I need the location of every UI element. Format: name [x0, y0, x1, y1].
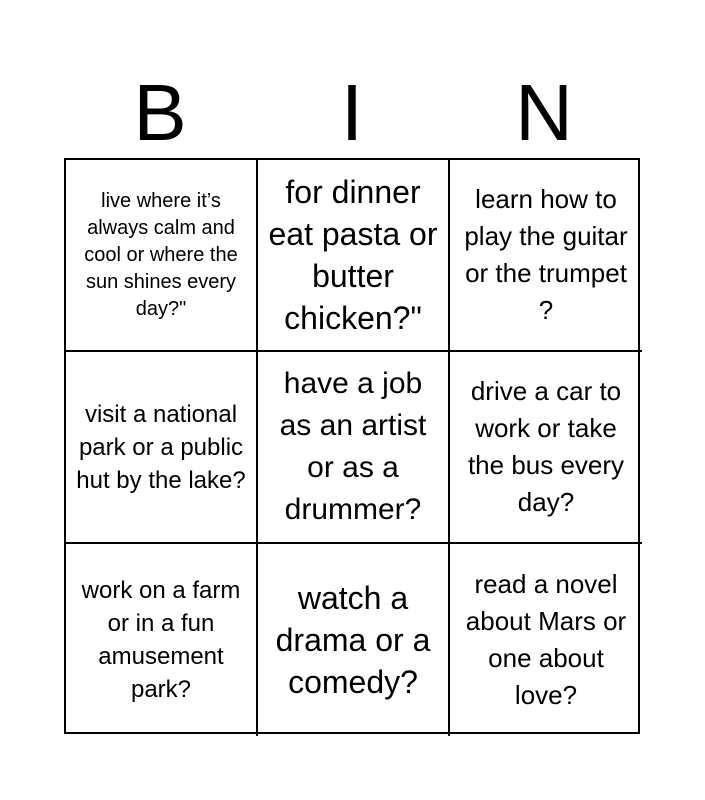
bingo-cell-text: drive a car to work or take the bus every day? [467, 376, 625, 517]
bingo-cell-text: have a job as an artist or as a drummer? [279, 367, 427, 526]
bingo-cell[interactable] [258, 352, 450, 544]
bingo-header [64, 68, 640, 158]
bingo-cell-text: visit a national park or a public hut by the lake? [76, 400, 246, 494]
bingo-cell-text: for dinner eat pasta or butter chicken?" [268, 174, 438, 336]
bingo-cell[interactable] [258, 160, 450, 352]
header-letter-b: B [133, 68, 187, 157]
bingo-cell-text: work on a farm or in a fun amusement park? [81, 577, 241, 703]
bingo-cell[interactable] [258, 544, 450, 736]
bingo-cell-text: read a novel about Mars or one about love? [465, 569, 627, 710]
bingo-cell[interactable] [66, 352, 258, 544]
bingo-cell[interactable] [66, 544, 258, 736]
bingo-cell-text: watch a drama or a comedy? [275, 580, 431, 700]
header-letter-n: N [515, 68, 573, 157]
bingo-cell-text: learn how to play the guitar or the trumpet ? [464, 184, 628, 325]
bingo-cell[interactable] [66, 160, 258, 352]
bingo-card [64, 158, 640, 734]
bingo-cell[interactable] [450, 160, 642, 352]
bingo-cell[interactable] [450, 544, 642, 736]
bingo-cell[interactable] [450, 352, 642, 544]
header-letter-i: I [340, 68, 364, 157]
bingo-cell-text: live where it’s always calm and cool or where the sun shines every day?" [84, 189, 238, 320]
